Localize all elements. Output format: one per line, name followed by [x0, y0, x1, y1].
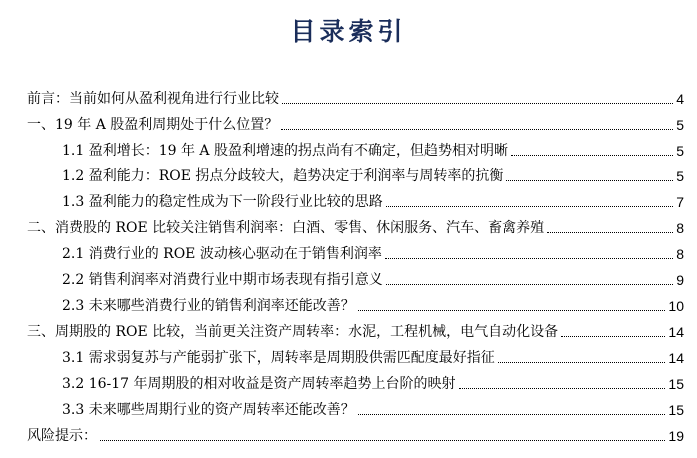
toc-entry-section-2[interactable]	[27, 215, 684, 237]
dot-leader	[282, 103, 673, 104]
toc-page-number: 8	[676, 220, 684, 236]
dot-leader	[386, 206, 673, 207]
toc-entry-label: 2.3 未来哪些消费行业的销售利润率还能改善？	[62, 298, 355, 314]
toc-entry-1-2[interactable]	[62, 163, 684, 185]
toc-entry-label: 3.2 16-17 年周期股的相对收益是资产周转率趋势上台阶的映射	[62, 376, 456, 392]
dot-leader	[281, 129, 673, 130]
toc-entry-2-3[interactable]	[62, 293, 684, 315]
toc-entry-section-3[interactable]	[27, 319, 684, 341]
toc-entry-label: 1.2 盈利能力：ROE 拐点分歧较大，趋势决定于利润率与周转率的抗衡	[62, 168, 504, 184]
toc-entry-2-1[interactable]	[62, 241, 684, 263]
toc-entry-2-2[interactable]	[62, 267, 684, 289]
toc-entry-label: 三、周期股的 ROE 比较，当前更关注资产周转率：水泥，工程机械，电气自动化设备	[27, 324, 559, 340]
toc-entry-3-2[interactable]	[62, 371, 684, 393]
dot-leader	[386, 284, 673, 285]
toc-entry-label: 风险提示：	[27, 428, 97, 444]
toc-page-number: 19	[668, 428, 684, 444]
toc-page-number: 14	[668, 350, 684, 366]
toc-entry-3-3[interactable]	[62, 397, 684, 419]
toc-entry-label: 一、19 年 A 股盈利周期处于什么位置？	[27, 117, 279, 133]
toc-page-number: 9	[676, 272, 684, 288]
toc-entry-section-1[interactable]	[27, 112, 684, 134]
toc-page-number: 5	[676, 117, 684, 133]
dot-leader	[506, 180, 673, 181]
dot-leader	[358, 414, 666, 415]
toc-page-number: 14	[668, 324, 684, 340]
toc-entry-label: 3.1 需求弱复苏与产能弱扩张下，周转率是周期股供需匹配度最好指征	[62, 350, 495, 366]
toc-entry-preface[interactable]	[27, 86, 684, 108]
dot-leader	[498, 362, 666, 363]
dot-leader	[385, 258, 673, 259]
toc-page-number: 4	[676, 91, 684, 107]
toc-entry-label: 二、消费股的 ROE 比较关注销售利润率：白酒、零售、休闲服务、汽车、畜禽养殖	[27, 220, 545, 236]
toc-entry-risk[interactable]	[27, 423, 684, 445]
toc-page-number: 15	[668, 376, 684, 392]
toc-page-number: 7	[676, 194, 684, 210]
toc-entry-1-3[interactable]	[62, 189, 684, 211]
toc-entry-1-1[interactable]	[62, 138, 684, 160]
dot-leader	[547, 232, 673, 233]
toc-page-number: 5	[676, 143, 684, 159]
toc-entry-label: 1.1 盈利增长：19 年 A 股盈利增速的拐点尚有不确定，但趋势相对明晰	[62, 143, 508, 159]
dot-leader	[511, 155, 673, 156]
toc-entry-label: 2.2 销售利润率对消费行业中期市场表现有指引意义	[62, 272, 383, 288]
toc-entry-label: 1.3 盈利能力的稳定性成为下一阶段行业比较的思路	[62, 194, 383, 210]
toc-page-number: 10	[668, 298, 684, 314]
dot-leader	[561, 336, 665, 337]
toc-entry-label: 3.3 未来哪些周期行业的资产周转率还能改善？	[62, 402, 355, 418]
dot-leader	[100, 440, 665, 441]
toc-title: 目录索引	[290, 17, 407, 46]
toc-page-number: 5	[676, 168, 684, 184]
toc-page-number: 15	[668, 402, 684, 418]
toc-entry-label: 前言：当前如何从盈利视角进行行业比较	[27, 91, 279, 107]
dot-leader	[459, 388, 666, 389]
dot-leader	[358, 310, 666, 311]
toc-entry-label: 2.1 消费行业的 ROE 波动核心驱动在于销售利润率	[62, 246, 382, 262]
toc-page-number: 8	[676, 246, 684, 262]
toc-entry-3-1[interactable]	[62, 345, 684, 367]
